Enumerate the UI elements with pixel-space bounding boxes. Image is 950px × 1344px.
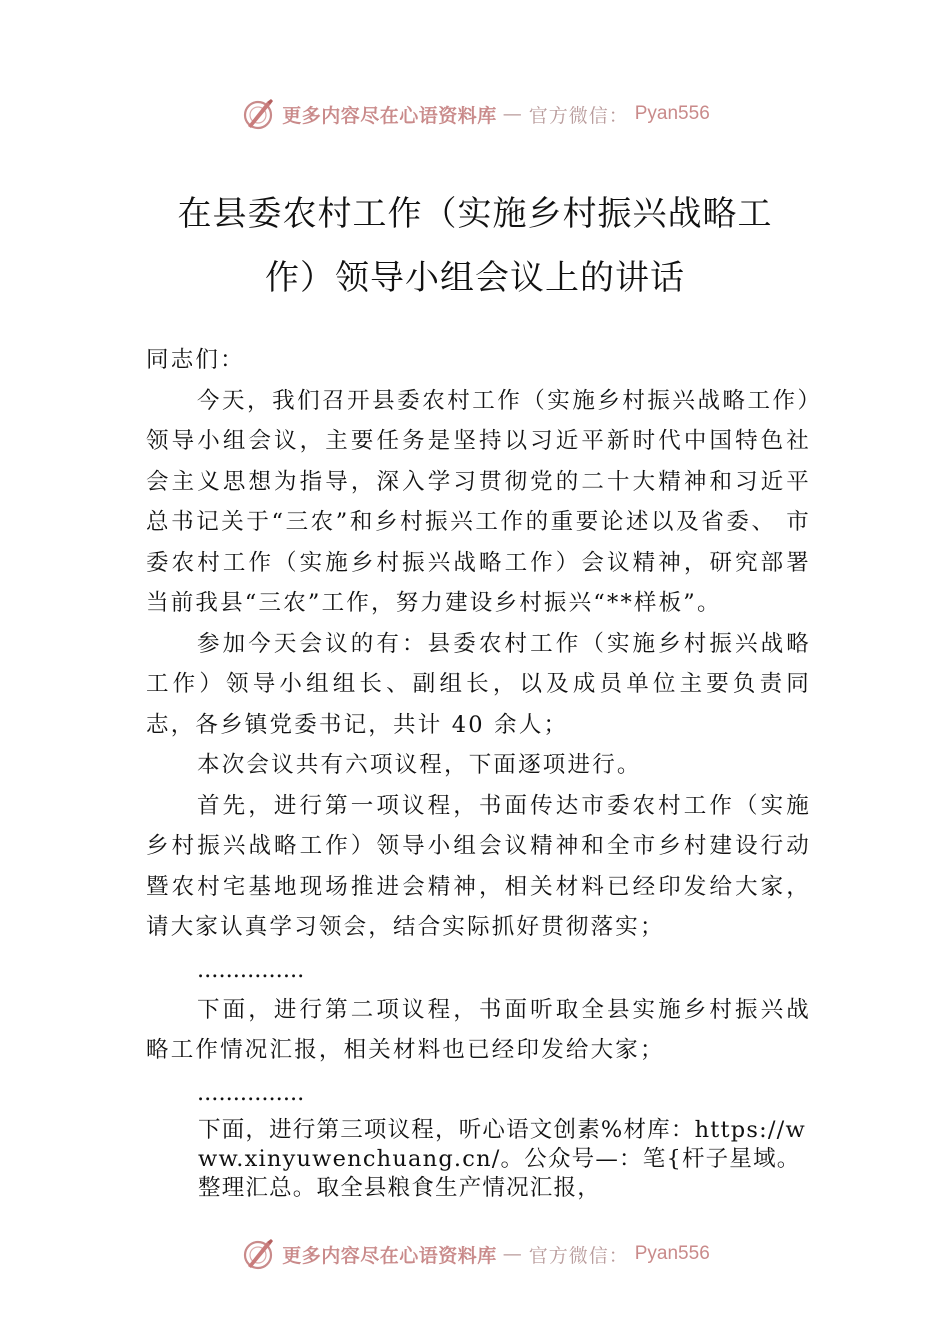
pen-circle-logo-icon [240,96,276,132]
watermark-label: 官方微信： [528,104,629,127]
watermark-header [0,96,950,132]
pen-circle-logo-icon [240,1236,276,1272]
paragraph-1: 今天，我们召开县委农村工作（实施乡村振兴战略工作）领导小组会议，主要任务是坚持以习近平新时代中国特色社会主义思想为指导，深入学习贯彻党的二十大精神和习近平总书记关于“三农”和乡村振兴工作的重要论述以及省委、 市委农村工作（实施乡村振兴战略工作）会议精神，研究部署当前我县“三农”工作，努力建设乡村振兴“**样板”。 [146,387,811,616]
title-line-1: 在县委农村工作（实施乡村振兴战略工 [177,194,773,234]
watermark-dash: — [502,103,523,125]
paragraph-4: 首先，进行第一项议程，书面传达市委农村工作（实施乡村振兴战略工作）领导小组会议精神和全市乡村建设行动暨农村宅基地现场推进会精神，相关材料已经印发给大家， 请大家认真学习领会，结合实际抓好贯彻落实； [146,792,811,940]
document-title [150,182,800,310]
watermark-brand: 更多内容尽在心语资料库 [282,1244,497,1267]
title-line-2: 作）领导小组会议上的讲话 [265,258,685,298]
watermark-brand: 更多内容尽在心语资料库 [282,104,497,127]
paragraph-5: 下面，进行第二项议程，书面听取全县实施乡村振兴战略工作情况汇报，相关材料也已经印发给大家； [146,996,811,1063]
ellipsis-2: ............... [197,1079,305,1106]
watermark-label: 官方微信： [528,1244,629,1267]
watermark-dash: — [502,1243,523,1265]
watermark-footer [0,1236,950,1272]
ellipsis-1: ............... [197,956,305,983]
watermark-id: Pyan556 [634,103,710,124]
salutation: 同志们： [146,347,245,373]
paragraph-6: 下面，进行第三项议程，听心语文创素%材库：https://www.xinyuwenchuang.cn/。公众号—：笔{杆子星域。整理汇总。取全县粮食生产情况汇报， [198,1117,806,1201]
watermark-id: Pyan556 [634,1243,710,1264]
document-body [146,340,811,1113]
paragraph-3: 本次会议共有六项议程，下面逐项进行。 [197,752,642,778]
paragraph-2: 参加今天会议的有：县委农村工作（实施乡村振兴战略工作）领导小组组长、副组长，以及成员单位主要负责同志，各乡镇党委书记，共计 40 余人； [146,630,811,738]
